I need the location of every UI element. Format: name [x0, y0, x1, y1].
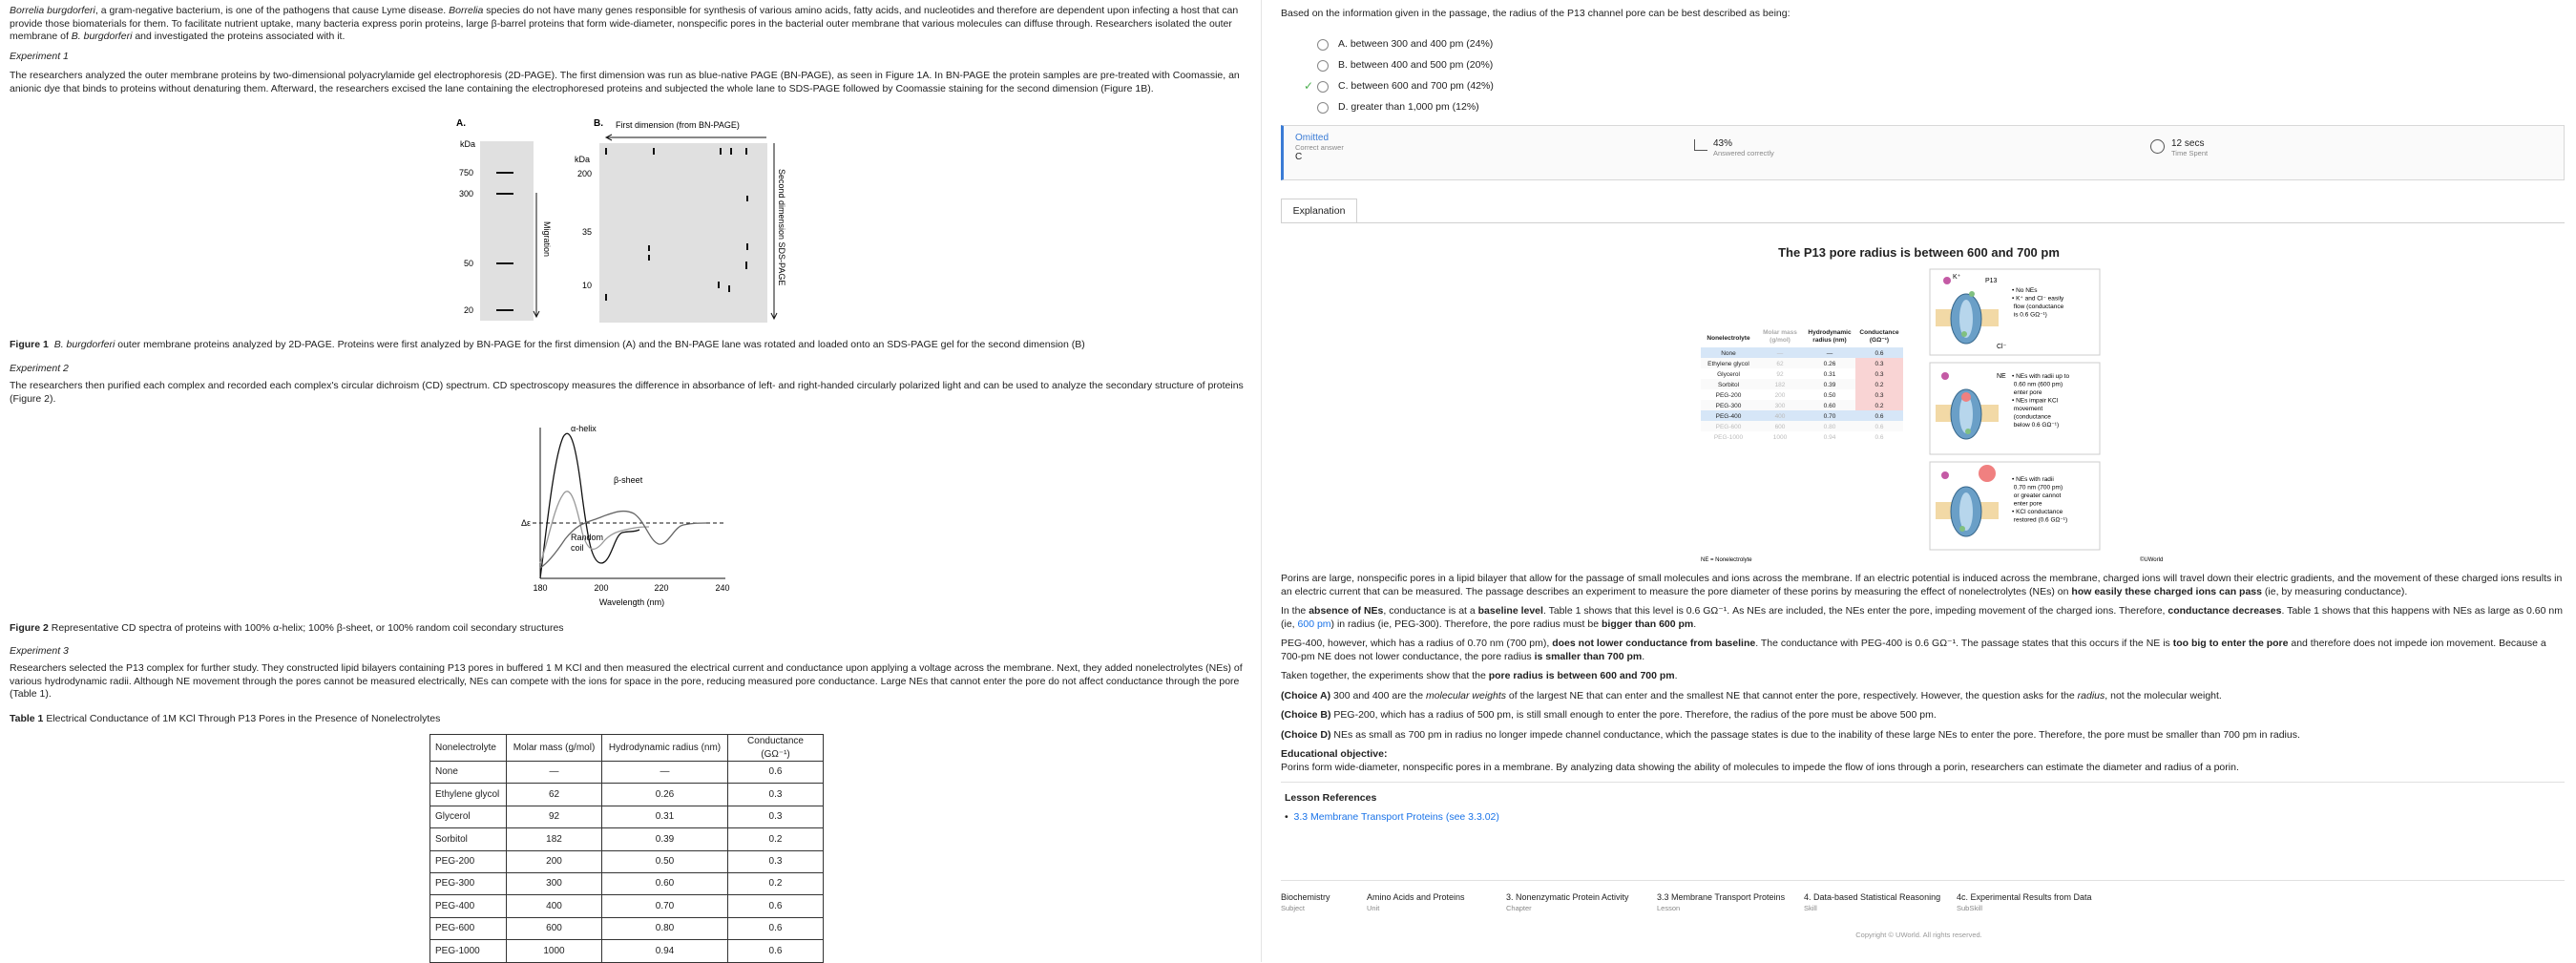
explanation-body: [1281, 573, 2565, 824]
explanation-table-cell: 200: [1774, 392, 1786, 399]
explanation-table-cell: 182: [1774, 382, 1786, 388]
x-tick: 240: [715, 583, 730, 593]
explanation-p4: Taken together, the experiments show that the pore radius is between 600 and 700 pm.: [1281, 670, 1678, 681]
experiment-3-text: Researchers selected the P13 complex for further study. They constructed lipid bilayers containing P13 pores in buffered 1 M KCl and then measured the electrical current and conductance upon applying a voltage across the membrane. Next, they added nonelectrolytes (NEs) of various hydrodynamic radii. Although NE movement through the pores cannot be measured electrically, NEs can compete with the ions for space in the pore, reducing measured pore conductance. Large NEs that cannot enter the pore do not affect conductance through the pore (Table 1).: [10, 662, 1243, 700]
choice-a-explanation: (Choice A) 300 and 400 are the molecular weights of the largest NE that can enter and the smallest NE that cannot enter the pore, respectively. However, the question asks for the radius, not the molecular weight.: [1281, 689, 2222, 701]
explanation-table-cell: 0.50: [1823, 392, 1836, 399]
footer-item: [1506, 892, 1629, 913]
table-row: [430, 917, 824, 939]
table-cell: 0.60: [602, 872, 728, 894]
x-tick: 200: [594, 583, 609, 593]
explanation-table-cell: 0.3: [1874, 371, 1884, 378]
panel-small-ne: [1930, 363, 2100, 454]
explanation-table-header: Hydrodynamic: [1808, 329, 1852, 336]
radio-button[interactable]: [1317, 60, 1329, 72]
footer-item: [1281, 892, 1330, 913]
explanation-table-cell: 0.2: [1874, 382, 1884, 388]
svg-text:300: 300: [458, 189, 473, 199]
figure-2-cd-chart: [515, 420, 735, 611]
table-cell: 62: [507, 784, 602, 806]
lesson-references-title: Lesson References: [1285, 792, 1377, 804]
table-cell: 600: [507, 917, 602, 939]
experiment-1-text: The researchers analyzed the outer membrane proteins by two-dimensional polyacrylamide gel electrophoresis (2D-PAGE). The first dimension was run as blue-native PAGE (BN-PAGE), as seen in Figure 1A. In BN-PAGE the protein samples are pre-treated with Coomassie, an anionic dye that binds to proteins without denaturing them. Afterward, the researchers excised the lane containing the electrophoresed proteins and subjected the whole lane to SDS-PAGE followed by Coomassie staining for the second dimension (Figure 1B).: [10, 70, 1240, 94]
x-axis-label: Wavelength (nm): [598, 597, 665, 607]
table-cell: 0.6: [728, 895, 824, 917]
table-header: Conductance (GΩ⁻¹): [728, 735, 824, 762]
random-label-2: coil: [571, 543, 584, 553]
explanation-table-header: radius (nm): [1812, 337, 1847, 344]
svg-text:35: 35: [581, 227, 592, 237]
footer-divider: [1281, 880, 2565, 881]
explanation-table-cell: 92: [1776, 371, 1784, 378]
svg-text:200: 200: [576, 169, 592, 178]
svg-text:50: 50: [463, 259, 473, 268]
footer-label: Unit: [1367, 904, 1380, 912]
table-cell: 0.3: [728, 806, 824, 827]
svg-text:20: 20: [463, 305, 473, 315]
footer-value: Biochemistry: [1281, 892, 1330, 902]
bar-chart-icon: [1694, 139, 1707, 151]
explanation-table-cell: 0.39: [1823, 382, 1836, 388]
answer-choice[interactable]: [1317, 55, 2565, 76]
explanation-table-cell: 0.6: [1874, 350, 1884, 357]
divider-line: [1281, 782, 2565, 783]
table-cell: PEG-300: [430, 872, 507, 894]
x-ticks: [533, 583, 729, 593]
table-row: [430, 762, 824, 784]
explanation-table-header: Molar mass: [1763, 329, 1797, 336]
table-cell: 92: [507, 806, 602, 827]
table-header: Hydrodynamic radius (nm): [602, 735, 728, 762]
answer-choice-label: B. between 400 and 500 pm (20%): [1338, 58, 1494, 71]
correct-check-icon: ✓: [1303, 78, 1313, 93]
table-cell: 0.6: [728, 762, 824, 784]
panel-a-ticks: [459, 168, 473, 315]
experiment-2-heading: Experiment 2: [10, 363, 69, 374]
y-axis-label: Δε: [521, 518, 532, 528]
explanation-figure: [1701, 263, 2164, 571]
table-cell: 0.6: [728, 917, 824, 939]
footer-label: Skill: [1804, 904, 1817, 912]
svg-text:• No NEs• K⁺ and Cl⁻ easily f: • No NEs • K⁺ and Cl⁻ easily flow (conductance is 0.6 GΩ⁻¹): [2012, 287, 2064, 319]
explanation-table-cell: PEG-300: [1715, 403, 1742, 409]
footer-value: Amino Acids and Proteins: [1367, 892, 1465, 902]
svg-text:750: 750: [458, 168, 473, 178]
explanation-table-cell: —: [1776, 350, 1784, 357]
choice-d-explanation: (Choice D) NEs as small as 700 pm in radius no longer impede channel conductance, which the passage states is due to the inability of these large NEs to enter the pore. Therefore, the pore must be smaller than 700 pm in radius.: [1281, 728, 2300, 741]
footer-label: Chapter: [1506, 904, 1532, 912]
explanation-table-cell: Glycerol: [1717, 371, 1740, 378]
table-row: [430, 895, 824, 917]
table-header: Nonelectrolyte: [430, 735, 507, 762]
answer-choice[interactable]: [1317, 34, 2565, 55]
table-cell: 0.6: [728, 940, 824, 962]
answer-choice[interactable]: [1317, 97, 2565, 118]
explanation-table: [1701, 329, 1903, 442]
explanation-p2: In the absence of NEs, conductance is at a baseline level. Table 1 shows that this level is 0.6 GΩ⁻¹. As NEs are included, the NEs enter the pore, impeding movement of the charged ions. Therefore, conductance decreases. Table 1 shows that this happens with NEs as large as 0.60 nm (ie, 600 pm) in radius (ie, PEG-300). Therefore, the pore radius must be bigger than 600 pm.: [1281, 605, 2563, 630]
explanation-table-cell: 1000: [1772, 434, 1788, 441]
lesson-reference-item: • 3.3 Membrane Transport Proteins (see 3.3.02): [1285, 810, 1499, 823]
answer-choice-label: A. between 300 and 400 pm (24%): [1338, 37, 1494, 50]
explanation-table-cell: 0.60: [1823, 403, 1836, 409]
beta-label: β-sheet: [614, 475, 643, 485]
panel-large-ne: [1930, 462, 2100, 550]
explanation-table-cell: 0.26: [1823, 361, 1836, 367]
percent-correct: 43% Answered correctly: [1713, 139, 1774, 158]
table-cell: —: [507, 762, 602, 784]
svg-text:P13: P13: [1985, 278, 1998, 284]
table-cell: 1000: [507, 940, 602, 962]
x-tick: 220: [654, 583, 669, 593]
figure-1: [449, 116, 811, 326]
svg-text:• NEs with radii up to 0.60 n: • NEs with radii up to 0.60 nm (600 pm) enter pore • NEs impair KCl movement (conductance below 0.6 GΩ⁻¹): [2012, 373, 2070, 429]
panel-a-label: A.: [456, 118, 466, 129]
panel-b-label: B.: [594, 118, 603, 129]
x-tick: 180: [533, 583, 548, 593]
experiment-2-text: The researchers then purified each complex and recorded each complex's circular dichroism (CD) spectrum. CD spectroscopy measures the difference in absorbance of left- and right-handed circularly polarized light and can be used to analyze the secondary structure of proteins (Figure 2).: [10, 380, 1244, 405]
explanation-table-cell: 300: [1774, 403, 1786, 409]
table-cell: Glycerol: [430, 806, 507, 827]
table-cell: 0.70: [602, 895, 728, 917]
table-cell: 300: [507, 872, 602, 894]
svg-text:K⁺: K⁺: [1953, 274, 1961, 281]
radio-button[interactable]: [1317, 39, 1329, 51]
experiment-1-heading: Experiment 1: [10, 50, 69, 62]
footer-label: Lesson: [1657, 904, 1681, 912]
table-cell: 0.94: [602, 940, 728, 962]
table-cell: 0.3: [728, 850, 824, 872]
svg-text:• NEs with radii 0.70 nm (700: • NEs with radii 0.70 nm (700 pm) or greater cannot enter pore • KCl conductance restored (0.6 GΩ⁻¹): [2012, 476, 2068, 524]
table-1-caption: Table 1 Electrical Conductance of 1M KCl Through P13 Pores in the Presence of Nonelectrolytes: [10, 713, 441, 724]
table-cell: Sorbitol: [430, 828, 507, 850]
explanation-title: The P13 pore radius is between 600 and 700 pm: [1778, 245, 2060, 260]
footer-item: [1804, 892, 1940, 913]
explanation-table-cell: 400: [1774, 413, 1786, 420]
panel-a-kda: kDa: [460, 139, 476, 149]
explanation-table-cell: Ethylene glycol: [1707, 361, 1749, 367]
table-cell: PEG-400: [430, 895, 507, 917]
time-spent: 12 secs Time Spent: [2171, 139, 2208, 158]
lesson-link[interactable]: 3.3 Membrane Transport Proteins (see 3.3.02): [1293, 810, 1499, 823]
table-row: [430, 850, 824, 872]
table-cell: 182: [507, 828, 602, 850]
table-header-row: [430, 735, 824, 762]
table-cell: 0.50: [602, 850, 728, 872]
explanation-table-cell: 0.80: [1823, 424, 1836, 430]
explanation-table-cell: 0.70: [1823, 413, 1836, 420]
figure-2-caption: Figure 2 Representative CD spectra of proteins with 100% α-helix; 100% β-sheet, or 100% random coil secondary structures: [10, 622, 564, 634]
table-cell: 200: [507, 850, 602, 872]
table-cell: Ethylene glycol: [430, 784, 507, 806]
tab-underline: [1281, 222, 2565, 223]
answer-choice-label: D. greater than 1,000 pm (12%): [1338, 100, 1479, 113]
table-row: [430, 940, 824, 962]
result-stats-bar: [1281, 125, 2565, 180]
passage-pane: [0, 0, 1260, 962]
footer-value: 3.3 Membrane Transport Proteins: [1657, 892, 1786, 902]
conductance-table: [429, 734, 824, 963]
beta-sheet-curve: [540, 492, 649, 563]
migration-label: Migration: [542, 221, 552, 258]
explanation-p1: Porins are large, nonspecific pores in a lipid bilayer that allow for the passage of small molecules and ions across the membrane. If an electric potential is induced across the membrane, charged ions will travel down their electric gradients, and the movement of these charged ions results in an electric current that can be measured. The passage describes an experiment to measure the pore diameter of these porins by measuring the effect of nonelectrolytes (NEs) on how easily these charged ions can pass (ie, by measuring conductance).: [1281, 573, 2563, 597]
table-cell: PEG-600: [430, 917, 507, 939]
table-cell: 0.31: [602, 806, 728, 827]
panel-a-gel: [480, 141, 534, 321]
table-row: [430, 872, 824, 894]
answer-choice-label: C. between 600 and 700 pm (42%): [1338, 79, 1494, 92]
choice-b-explanation: (Choice B) PEG-200, which has a radius of 500 pm, is still small enough to enter the pore. Therefore, the radius of the pore must be above 500 pm.: [1281, 709, 1937, 721]
explanation-table-cell: 62: [1776, 361, 1784, 367]
table-cell: 0.3: [728, 784, 824, 806]
random-coil-curve: [540, 512, 706, 568]
explanation-table-cell: 0.6: [1874, 434, 1884, 441]
explanation-table-header: Conductance: [1859, 329, 1899, 336]
panel-b-ticks: [577, 169, 592, 290]
table-row: [430, 784, 824, 806]
footer-value: 3. Nonenzymatic Protein Activity: [1506, 892, 1629, 902]
footer-label: Subject: [1281, 904, 1306, 912]
table-cell: 0.26: [602, 784, 728, 806]
clock-icon: [2150, 139, 2165, 154]
table-cell: PEG-200: [430, 850, 507, 872]
explanation-table-cell: PEG-400: [1715, 413, 1742, 420]
explanation-table-cell: 0.6: [1874, 413, 1884, 420]
tab-explanation[interactable]: Explanation: [1281, 199, 1357, 223]
footer-value: 4. Data-based Statistical Reasoning: [1804, 892, 1941, 902]
radio-button[interactable]: [1317, 102, 1329, 114]
explanation-table-cell: 600: [1774, 424, 1786, 430]
experiment-3-heading: Experiment 3: [10, 645, 69, 657]
footer-item: [1367, 892, 1465, 913]
svg-text:NE: NE: [1997, 373, 2006, 380]
table-cell: —: [602, 762, 728, 784]
explanation-table-cell: 0.94: [1823, 434, 1836, 441]
radio-button[interactable]: [1317, 81, 1329, 93]
answer-choices: [1303, 34, 2565, 118]
explanation-table-cell: PEG-200: [1715, 392, 1742, 399]
table-header: Molar mass (g/mol): [507, 735, 602, 762]
explanation-p3: PEG-400, however, which has a radius of 0.70 nm (700 pm), does not lower conductance from baseline. The conductance with PEG-400 is 0.6 GΩ⁻¹. The passage states that this occurs if the NE is too big to enter the pore and therefore does not impede ion movement. Because a 700-pm NE does not lower conductance, the pore radius is smaller than 700 pm.: [1281, 638, 2546, 662]
panel-b-gel: [599, 143, 767, 323]
explanation-table-cell: 0.2: [1874, 403, 1884, 409]
footer-item: [1657, 892, 1785, 913]
footer-label: SubSkill: [1957, 904, 1983, 912]
explanation-table-cell: PEG-600: [1715, 424, 1742, 430]
alpha-helix-curve: [540, 433, 639, 578]
alpha-label: α-helix: [571, 424, 597, 433]
explanation-table-header: (GΩ⁻¹): [1869, 337, 1890, 344]
explanation-table-header: (g/mol): [1770, 337, 1791, 344]
table-cell: 0.2: [728, 828, 824, 850]
svg-text:10: 10: [581, 281, 592, 290]
table-cell: 0.39: [602, 828, 728, 850]
first-dimension-label: First dimension (from BN-PAGE): [616, 120, 740, 130]
explanation-table-cell: 0.3: [1874, 392, 1884, 399]
passage-intro: Borrelia burgdorferi, a gram-negative bacterium, is one of the pathogens that cause Lyme disease. Borrelia species do not have many genes responsible for synthesis of various amino acids, fatty acids, and nucleotides and therefore are dependent upon infecting a host that can provide those biomaterials for them. To facilitate nutrient uptake, many bacteria express porin proteins, large β-barrel proteins that form wide-diameter, nonspecific pores in the bacterial outer membrane that various molecules can diffuse through. Researchers isolated the outer membrane of B. burgdorferi and investigated the proteins associated with it.: [10, 5, 1239, 42]
table-row: [430, 806, 824, 827]
explanation-table-cell: Sorbitol: [1717, 382, 1740, 388]
figure-copyright: ©UWorld: [2140, 557, 2164, 563]
table-cell: None: [430, 762, 507, 784]
table-cell: 400: [507, 895, 602, 917]
table-row: [430, 828, 824, 850]
copyright: Copyright © UWorld. All rights reserved.: [1855, 931, 1982, 939]
educational-objective-text: Porins form wide-diameter, nonspecific pores in a membrane. By analyzing data showing the ability of molecules to impede the flow of ions through a porin, researchers can estimate the diameter and radius of a porin.: [1281, 761, 2239, 773]
panel-no-ne: [1930, 269, 2100, 355]
explanation-table-cell: 0.6: [1874, 424, 1884, 430]
footer-item: [1957, 892, 2092, 913]
explanation-table-cell: 0.3: [1874, 361, 1884, 367]
table-cell: 0.2: [728, 872, 824, 894]
explanation-table-cell: PEG-1000: [1713, 434, 1744, 441]
table-cell: PEG-1000: [430, 940, 507, 962]
explanation-table-cell: 0.31: [1823, 371, 1836, 378]
answer-status: Omitted Correct answer C: [1295, 133, 1344, 162]
question-pane: [1262, 0, 2576, 962]
answer-choice[interactable]: [1303, 76, 2565, 97]
panel-b-kda: kDa: [575, 155, 591, 164]
question-stem: Based on the information given in the passage, the radius of the P13 channel pore can be best described as being:: [1281, 8, 1791, 19]
table-cell: 0.80: [602, 917, 728, 939]
explanation-table-cell: None: [1721, 350, 1736, 357]
pm-definition-link[interactable]: 600 pm: [1297, 618, 1331, 630]
explanation-table-header: Nonelectrolyte: [1707, 335, 1750, 342]
explanation-table-cell: —: [1826, 350, 1833, 357]
ne-legend: NE = Nonelectrolyte: [1701, 557, 1752, 563]
svg-text:Cl⁻: Cl⁻: [1997, 344, 2007, 350]
footer-value: 4c. Experimental Results from Data: [1957, 892, 2092, 902]
figure-1-caption: Figure 1 B. burgdorferi outer membrane proteins analyzed by 2D-PAGE. Proteins were first analyzed by BN-PAGE for the first dimension (A) and the BN-PAGE lane was rotated and loaded onto an SDS-PAGE gel for the second dimension (B): [10, 339, 1085, 350]
second-dimension-label: Second dimension SDS-PAGE: [777, 169, 786, 286]
random-label-1: Random: [571, 533, 604, 542]
table-body: [430, 762, 824, 963]
educational-objective-title: Educational objective:: [1281, 748, 1388, 760]
